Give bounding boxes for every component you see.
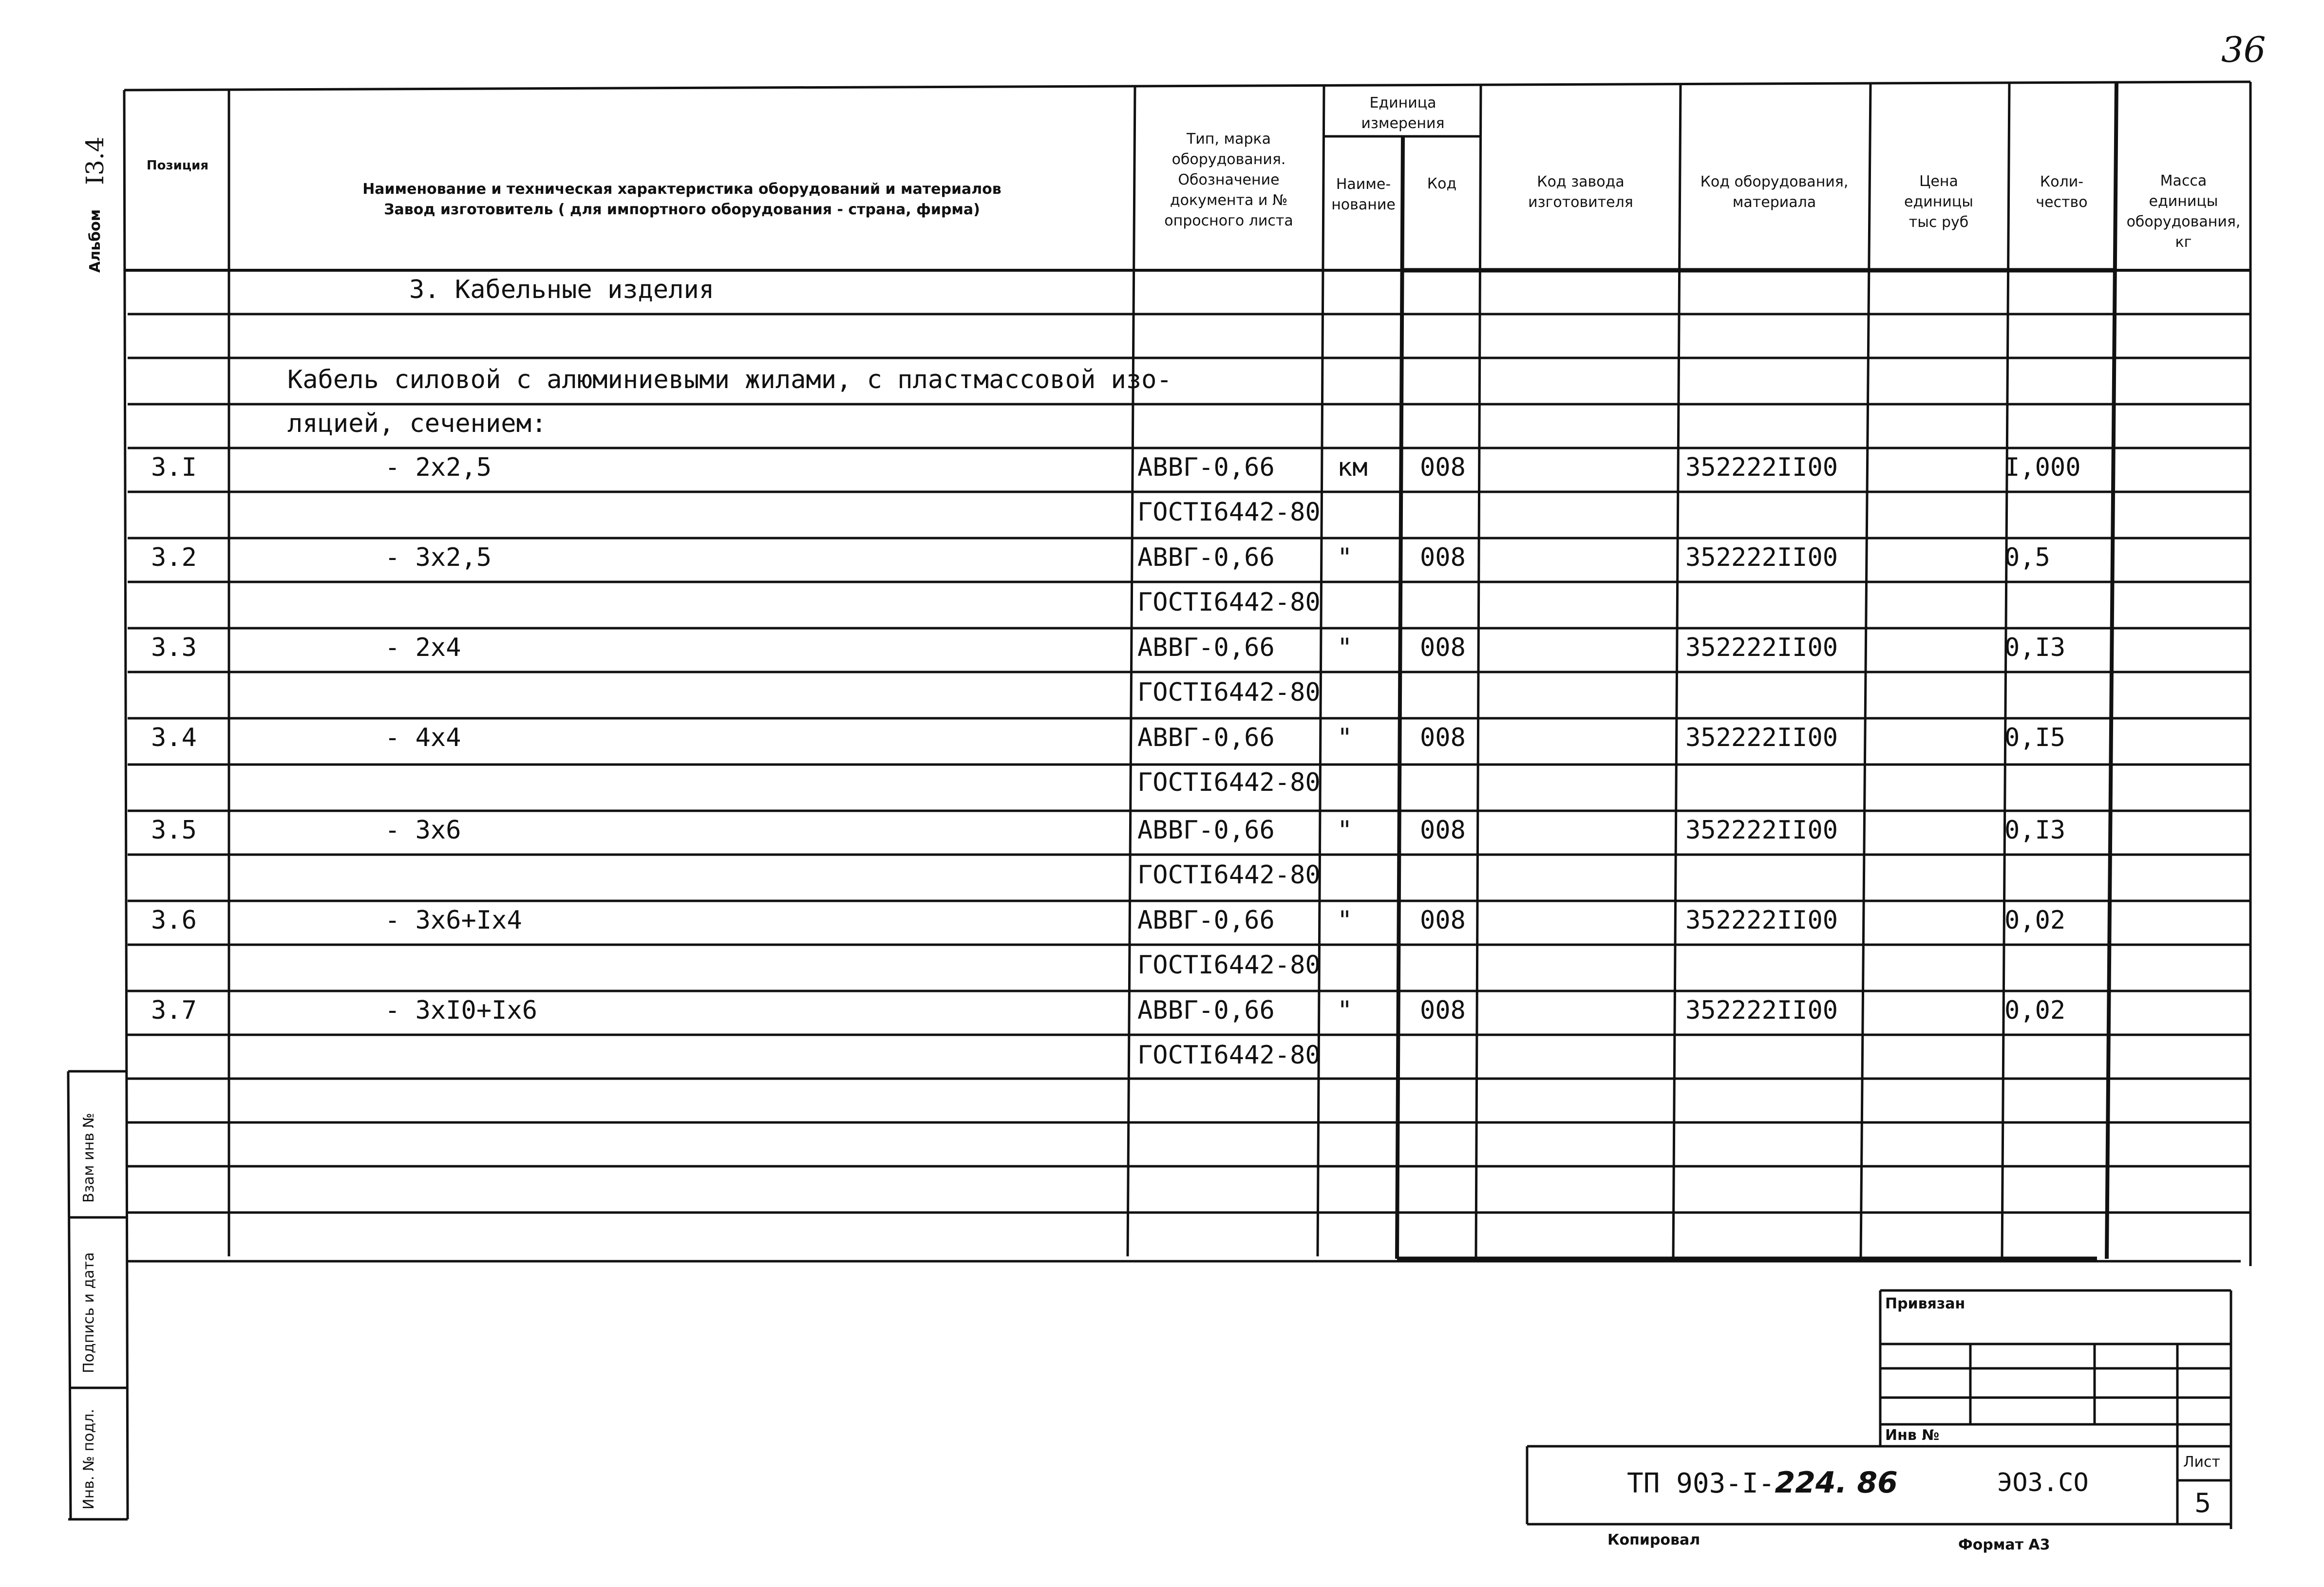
row-equipment-code: 352222II00 — [1685, 816, 1838, 845]
header-price-line1: Цена — [1919, 173, 1958, 190]
album-caption: Альбом — [86, 209, 104, 273]
row-type-mark: АВВГ-0,66 — [1137, 633, 1275, 662]
row-position: 3.2 — [151, 543, 197, 572]
header-unit-name — [1325, 173, 1402, 217]
header-position: Позиция — [146, 158, 209, 173]
row-quantity: 0,02 — [2004, 996, 2066, 1025]
row-position: 3.3 — [151, 633, 197, 662]
header-unit-group-line2: измерения — [1361, 114, 1445, 132]
header-type-line2: оборудования. — [1171, 151, 1286, 168]
row-equipment-code: 352222II00 — [1685, 453, 1838, 482]
header-mass-line2: единицы — [2149, 193, 2218, 210]
sheet-code: ЭОЗ.СО — [1997, 1468, 2089, 1497]
header-quantity-line2: чество — [2036, 194, 2088, 211]
header-manufacturer-code — [1483, 170, 1678, 214]
row-cable-size: - 3х6+Iх4 — [385, 906, 522, 935]
row-equipment-code: 352222II00 — [1685, 723, 1838, 752]
copied-label: Копировал — [1607, 1531, 1700, 1549]
header-equipment-code-line2: материала — [1732, 194, 1816, 211]
row-position: 3.I — [151, 453, 197, 482]
row-equipment-code: 352222II00 — [1685, 906, 1838, 935]
document-code-prefix: ТП 903-I- — [1627, 1468, 1775, 1499]
document-code — [1627, 1466, 1898, 1500]
row-equipment-code: 352222II00 — [1685, 633, 1838, 662]
header-type-line4: документа и № — [1170, 192, 1288, 209]
header-type — [1135, 122, 1323, 239]
row-position: 3.7 — [151, 996, 197, 1025]
header-unit-code: Код — [1427, 175, 1457, 192]
header-unit-name-line1: Наиме- — [1336, 176, 1391, 193]
row-unit-code: 008 — [1420, 633, 1466, 662]
description-line2: ляцией, сечением: — [287, 409, 547, 438]
header-unit-group-line1: Единица — [1369, 94, 1436, 112]
sheet-label: Лист — [2183, 1454, 2221, 1471]
description-line1: Кабель силовой с алюминиевыми жилами, с пластмассовой изо- — [287, 365, 1172, 394]
row-unit-name: " — [1337, 996, 1353, 1025]
header-type-line1: Тип, марка — [1186, 131, 1271, 148]
header-price — [1871, 170, 2007, 234]
row-equipment-code: 352222II00 — [1685, 543, 1838, 572]
header-mass-line1: Масса — [2160, 172, 2207, 189]
header-mass-line3: оборудования, — [2126, 213, 2241, 230]
header-mass-line4: кг — [2175, 234, 2192, 251]
row-unit-code: 008 — [1420, 906, 1466, 935]
row-standard: ГОСТI6442-80 — [1137, 498, 1321, 527]
page-number: 36 — [2221, 29, 2266, 70]
header-manufacturer-code-line1: Код завода — [1537, 173, 1625, 190]
row-standard: ГОСТI6442-80 — [1137, 951, 1321, 980]
header-manufacturer-code-line2: изготовителя — [1528, 194, 1633, 211]
row-type-mark: АВВГ-0,66 — [1137, 723, 1275, 752]
row-unit-name: " — [1337, 723, 1353, 752]
header-equipment-code-line1: Код оборудования, — [1700, 173, 1849, 190]
row-quantity: 0,02 — [2004, 906, 2066, 935]
row-standard: ГОСТI6442-80 — [1137, 678, 1321, 707]
header-price-line2: единицы — [1904, 193, 1973, 210]
header-quantity-line1: Коли- — [2040, 173, 2084, 190]
row-quantity: 0,I5 — [2004, 723, 2066, 752]
side-stamp-replacement: Взам инв № — [80, 1113, 97, 1203]
header-unit-group — [1325, 93, 1481, 134]
row-unit-code: 008 — [1420, 723, 1466, 752]
row-standard: ГОСТI6442-80 — [1137, 860, 1321, 890]
header-mass — [2116, 168, 2250, 256]
row-quantity: I,000 — [2004, 453, 2081, 482]
sheet-number: 5 — [2194, 1488, 2211, 1518]
format-label: Формат А3 — [1958, 1536, 2050, 1553]
row-unit-name: " — [1337, 906, 1353, 935]
row-unit-code: 008 — [1420, 453, 1466, 482]
row-cable-size: - 3хI0+Iх6 — [385, 996, 538, 1025]
row-unit-name: " — [1337, 633, 1353, 662]
side-stamp-signature: Подпись и дата — [80, 1252, 97, 1373]
row-type-mark: АВВГ-0,66 — [1137, 453, 1275, 482]
row-unit-code: 008 — [1420, 816, 1466, 845]
row-standard: ГОСТI6442-80 — [1137, 1041, 1321, 1070]
row-type-mark: АВВГ-0,66 — [1137, 543, 1275, 572]
row-equipment-code: 352222II00 — [1685, 996, 1838, 1025]
row-quantity: 0,I3 — [2004, 816, 2066, 845]
album-value: I3.4 — [81, 136, 109, 185]
row-cable-size: - 3х2,5 — [385, 543, 492, 572]
row-unit-code: 008 — [1420, 996, 1466, 1025]
row-type-mark: АВВГ-0,66 — [1137, 996, 1275, 1025]
row-quantity: 0,I3 — [2004, 633, 2066, 662]
document-code-suffix: 224. 86 — [1775, 1466, 1898, 1500]
header-unit-name-line2: нование — [1331, 196, 1396, 213]
header-quantity — [2009, 170, 2114, 214]
row-position: 3.5 — [151, 816, 197, 845]
row-unit-name: " — [1337, 816, 1353, 845]
row-type-mark: АВВГ-0,66 — [1137, 816, 1275, 845]
row-standard: ГОСТI6442-80 — [1137, 588, 1321, 617]
header-type-line3: Обозначение — [1178, 171, 1280, 188]
privyazan-label: Привязан — [1885, 1295, 1965, 1312]
header-price-line3: тыс руб — [1908, 214, 1969, 231]
section-title: 3. Кабельные изделия — [409, 275, 715, 304]
header-name-line2: Завод изготовитель ( для импортного оборудования - страна, фирма) — [384, 201, 980, 218]
row-position: 3.6 — [151, 906, 197, 935]
header-equipment-code — [1681, 170, 1868, 214]
row-quantity: 0,5 — [2004, 543, 2050, 572]
row-unit-code: 008 — [1420, 543, 1466, 572]
row-cable-size: - 2х2,5 — [385, 453, 492, 482]
row-cable-size: - 4х4 — [385, 723, 461, 752]
header-type-line5: опросного листа — [1164, 212, 1293, 229]
side-stamp-inventory: Инв. № подл. — [80, 1409, 97, 1510]
row-unit-name: " — [1337, 543, 1353, 572]
inv-no-label: Инв № — [1885, 1427, 1940, 1444]
header-name-line1: Наименование и техническая характеристика оборудований и материалов — [362, 181, 1001, 198]
row-unit-name: км — [1337, 453, 1368, 482]
row-type-mark: АВВГ-0,66 — [1137, 906, 1275, 935]
row-standard: ГОСТI6442-80 — [1137, 768, 1321, 797]
row-cable-size: - 2х4 — [385, 633, 461, 662]
header-name — [231, 173, 1133, 226]
row-position: 3.4 — [151, 723, 197, 752]
row-cable-size: - 3х6 — [385, 816, 461, 845]
